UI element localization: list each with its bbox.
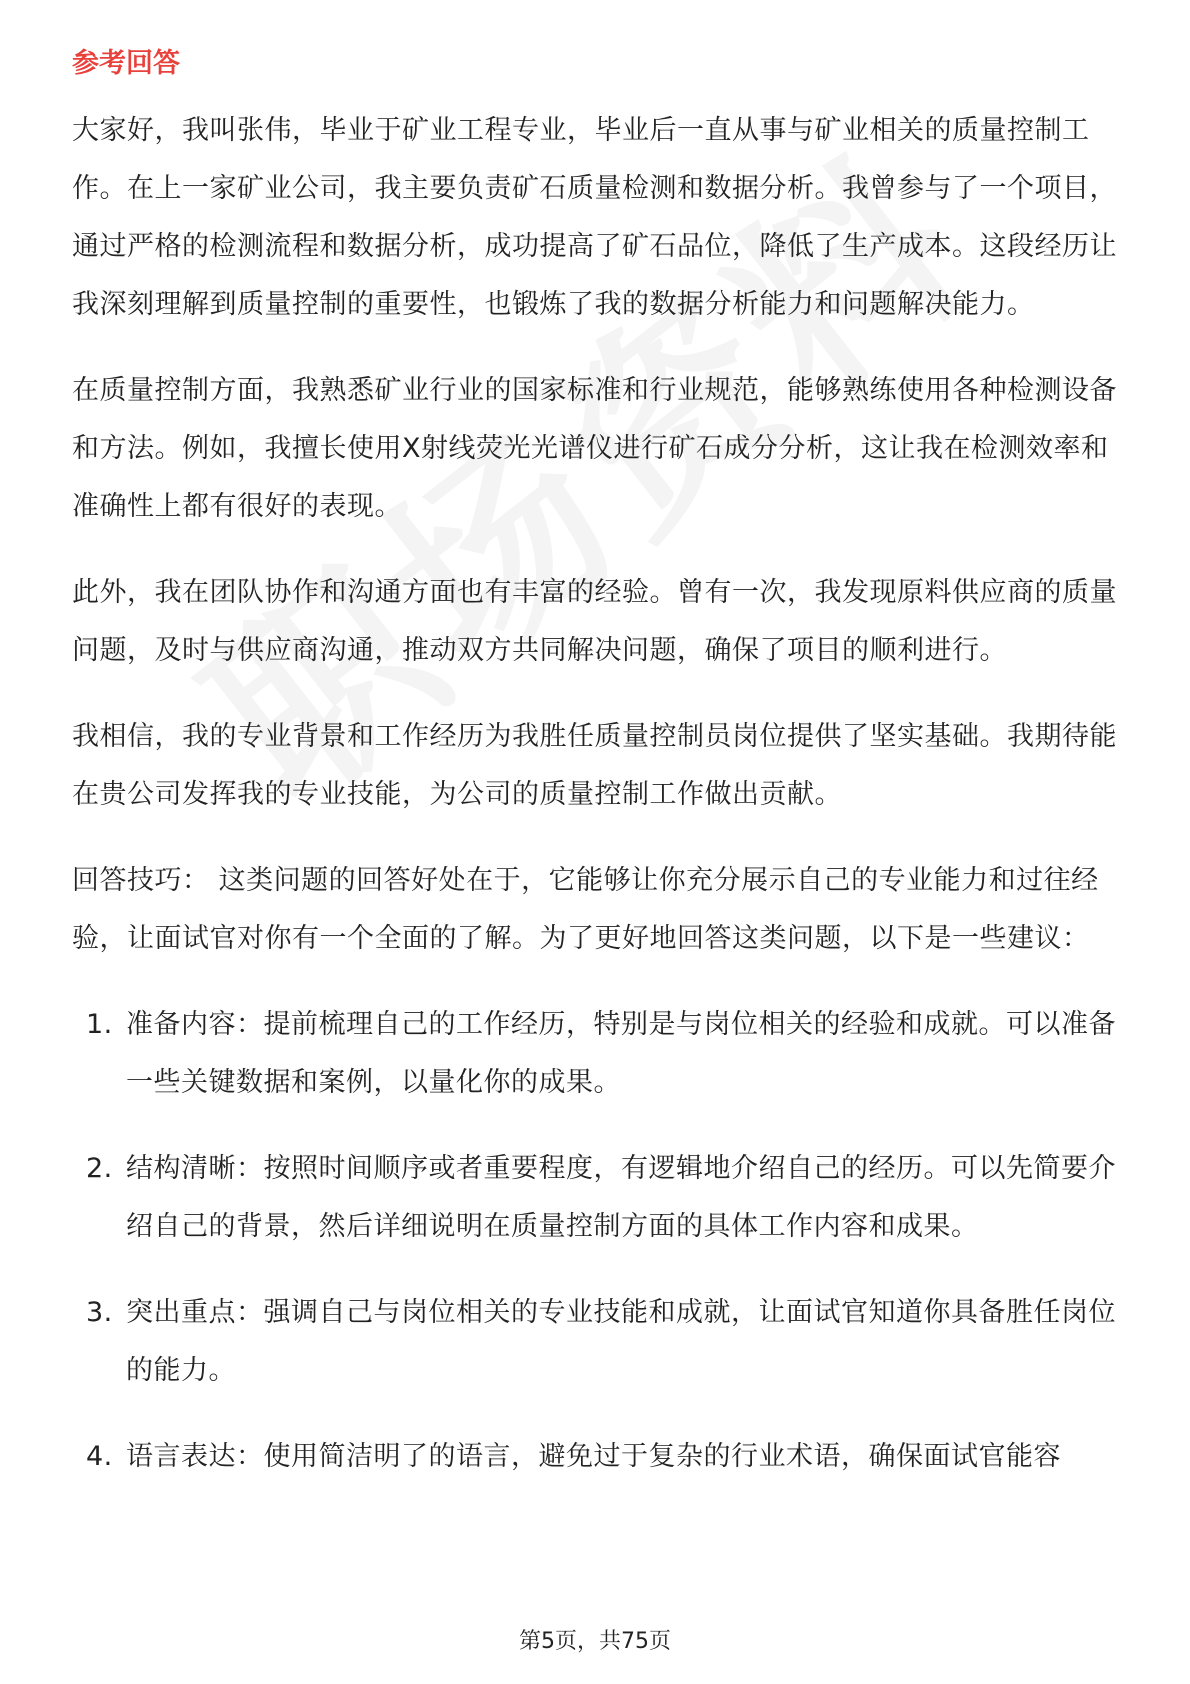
paragraph-teamwork: 此外，我在团队协作和沟通方面也有丰富的经验。曾有一次，我发现原料供应商的质量问题，及时与供应商沟通，推动双方共同解决问题，确保了项目的顺利进行。 — [72, 577, 1117, 666]
list-text: 准备内容：提前梳理自己的工作经历，特别是与岗位相关的经验和成就。可以准备一些关键数据和案例，以量化你的成果。 — [126, 1009, 1116, 1098]
list-number: 1. — [86, 1009, 113, 1040]
document-body — [72, 44, 1122, 1514]
list-item — [72, 1428, 1122, 1486]
paragraph-conclusion: 我相信，我的专业背景和工作经历为我胜任质量控制员岗位提供了坚实基础。我期待能在贵公司发挥我的专业技能，为公司的质量控制工作做出贡献。 — [72, 721, 1117, 810]
tips-list — [72, 996, 1122, 1486]
list-item — [72, 1284, 1122, 1400]
list-number: 4. — [86, 1441, 113, 1472]
paragraph-intro: 大家好，我叫张伟，毕业于矿业工程专业，毕业后一直从事与矿业相关的质量控制工作。在上一家矿业公司，我主要负责矿石质量检测和数据分析。我曾参与了一个项目，通过严格的检测流程和数据分析，成功提高了矿石品位，降低了生产成本。这段经历让我深刻理解到质量控制的重要性，也锻炼了我的数据分析能力和问题解决能力。 — [72, 115, 1117, 320]
section-title: 参考回答 — [72, 48, 180, 79]
paragraph-tips-intro: 回答技巧： 这类问题的回答好处在于，它能够让你充分展示自己的专业能力和过往经验，让面试官对你有一个全面的了解。为了更好地回答这类问题，以下是一些建议： — [72, 865, 1099, 954]
page-footer: 第5页，共75页 — [519, 1629, 671, 1654]
list-text: 结构清晰：按照时间顺序或者重要程度，有逻辑地介绍自己的经历。可以先简要介绍自己的背景，然后详细说明在质量控制方面的具体工作内容和成果。 — [126, 1153, 1116, 1242]
list-text: 突出重点：强调自己与岗位相关的专业技能和成就，让面试官知道你具备胜任岗位的能力。 — [126, 1297, 1116, 1386]
paragraph-quality: 在质量控制方面，我熟悉矿业行业的国家标准和行业规范，能够熟练使用各种检测设备和方法。例如，我擅长使用X射线荧光光谱仪进行矿石成分分析，这让我在检测效率和准确性上都有很好的表现。 — [72, 375, 1117, 522]
list-item — [72, 1140, 1122, 1256]
list-text: 语言表达：使用简洁明了的语言，避免过于复杂的行业术语，确保面试官能容 — [126, 1441, 1061, 1472]
list-number: 2. — [86, 1153, 113, 1184]
list-number: 3. — [86, 1297, 113, 1328]
list-item — [72, 996, 1122, 1112]
